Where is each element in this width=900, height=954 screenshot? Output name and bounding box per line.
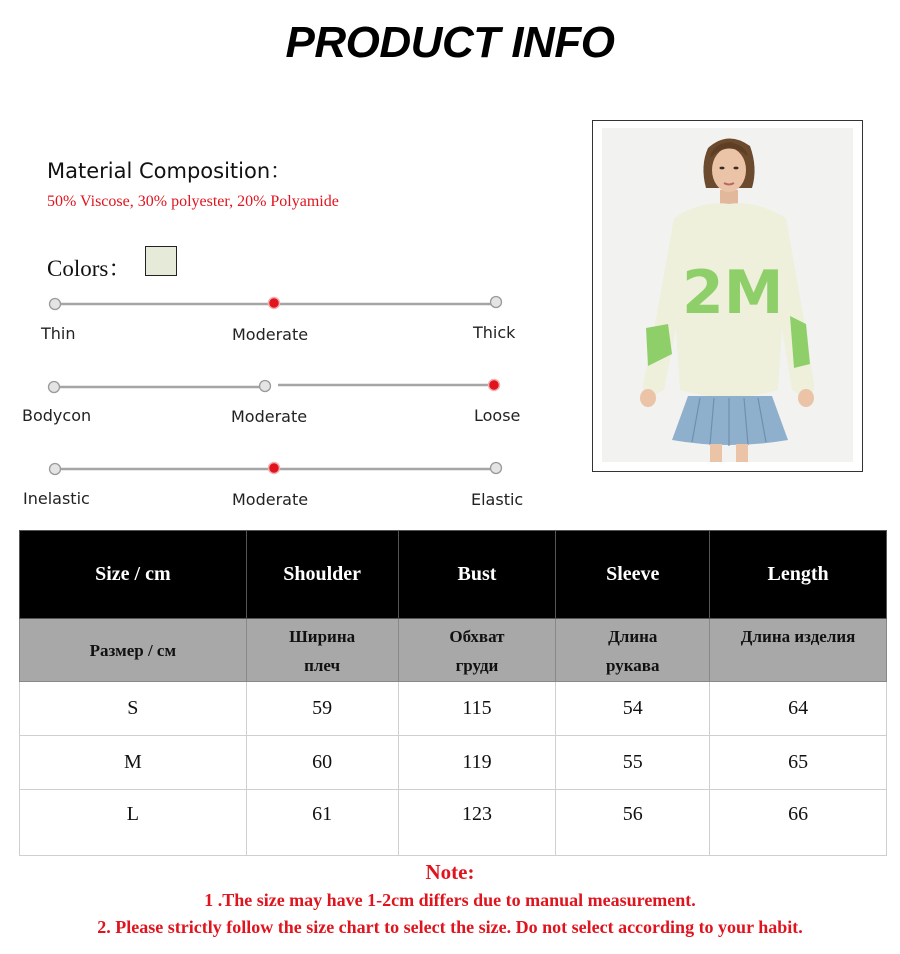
product-photo[interactable]	[602, 128, 853, 462]
material-label: Material Composition：	[47, 159, 292, 183]
header-row-en	[20, 531, 887, 619]
cell-length: 66	[710, 790, 887, 856]
cell-sleeve: 56	[556, 790, 710, 856]
fit-dot-moderate[interactable]	[260, 381, 271, 392]
model-illustration	[602, 128, 853, 462]
material-value: 50% Viscose, 30% polyester, 20% Polyamide	[47, 193, 339, 210]
note-heading: Note:	[425, 860, 475, 884]
table-row	[20, 682, 887, 736]
header-row-ru	[20, 619, 887, 682]
header-ru-size: Размер / см	[20, 619, 247, 682]
table-row	[20, 736, 887, 790]
size-chart	[19, 530, 887, 856]
elasticity-dot-moderate[interactable]	[269, 463, 280, 474]
header-ru-sleeve: Длина рукава	[556, 619, 710, 682]
fit-track	[0, 372, 560, 402]
thickness-track	[0, 290, 560, 320]
page-title: PRODUCT INFO	[285, 18, 615, 67]
thickness-option-thick: Thick	[473, 323, 516, 342]
header-ru-bust: Обхват груди	[398, 619, 556, 682]
note-line-2: 2. Please strictly follow the size chart to select the size. Do not select according to your habit.	[97, 917, 803, 937]
header-size: Size / cm	[20, 531, 247, 619]
fit-dot-bodycon[interactable]	[49, 382, 60, 393]
cell-sleeve: 55	[556, 736, 710, 790]
thickness-dot-thick[interactable]	[491, 297, 502, 308]
cell-shoulder: 60	[246, 736, 398, 790]
header-length: Length	[710, 531, 887, 619]
fit-option-bodycon: Bodycon	[22, 406, 92, 425]
header-ru-length: Длина изделия	[710, 619, 887, 682]
cell-length: 64	[710, 682, 887, 736]
color-swatch[interactable]	[145, 246, 177, 276]
cell-size: L	[20, 790, 247, 856]
elasticity-track	[0, 455, 560, 485]
fit-dot-loose[interactable]	[489, 380, 500, 391]
cell-bust: 123	[398, 790, 556, 856]
product-photo-frame	[592, 120, 863, 472]
header-shoulder: Shoulder	[246, 531, 398, 619]
thickness-option-moderate: Moderate	[232, 325, 309, 344]
thickness-dot-moderate[interactable]	[269, 298, 280, 309]
elasticity-dot-elastic[interactable]	[491, 463, 502, 474]
cell-length: 65	[710, 736, 887, 790]
fit-option-moderate: Moderate	[231, 407, 308, 426]
header-bust: Bust	[398, 531, 556, 619]
cell-bust: 115	[398, 682, 556, 736]
cell-size: M	[20, 736, 247, 790]
colors-label: Colors：	[47, 256, 132, 281]
cell-shoulder: 61	[246, 790, 398, 856]
elasticity-option-elastic: Elastic	[471, 490, 524, 509]
elasticity-option-inelastic: Inelastic	[23, 489, 90, 508]
table-row	[20, 790, 887, 856]
header-sleeve: Sleeve	[556, 531, 710, 619]
note-line-1: 1 .The size may have 1-2cm differs due to manual measurement.	[204, 890, 696, 910]
thickness-slider	[0, 290, 560, 350]
elasticity-option-moderate: Moderate	[232, 490, 309, 509]
fit-option-loose: Loose	[474, 406, 521, 425]
header-ru-shoulder: Ширина плеч	[246, 619, 398, 682]
fit-slider	[0, 372, 560, 432]
svg-text:2M: 2M	[682, 258, 784, 328]
cell-bust: 119	[398, 736, 556, 790]
thickness-dot-thin[interactable]	[50, 299, 61, 310]
cell-sleeve: 54	[556, 682, 710, 736]
thickness-option-thin: Thin	[41, 324, 76, 343]
elasticity-slider	[0, 455, 560, 515]
cell-size: S	[20, 682, 247, 736]
elasticity-dot-inelastic[interactable]	[50, 464, 61, 475]
cell-shoulder: 59	[246, 682, 398, 736]
